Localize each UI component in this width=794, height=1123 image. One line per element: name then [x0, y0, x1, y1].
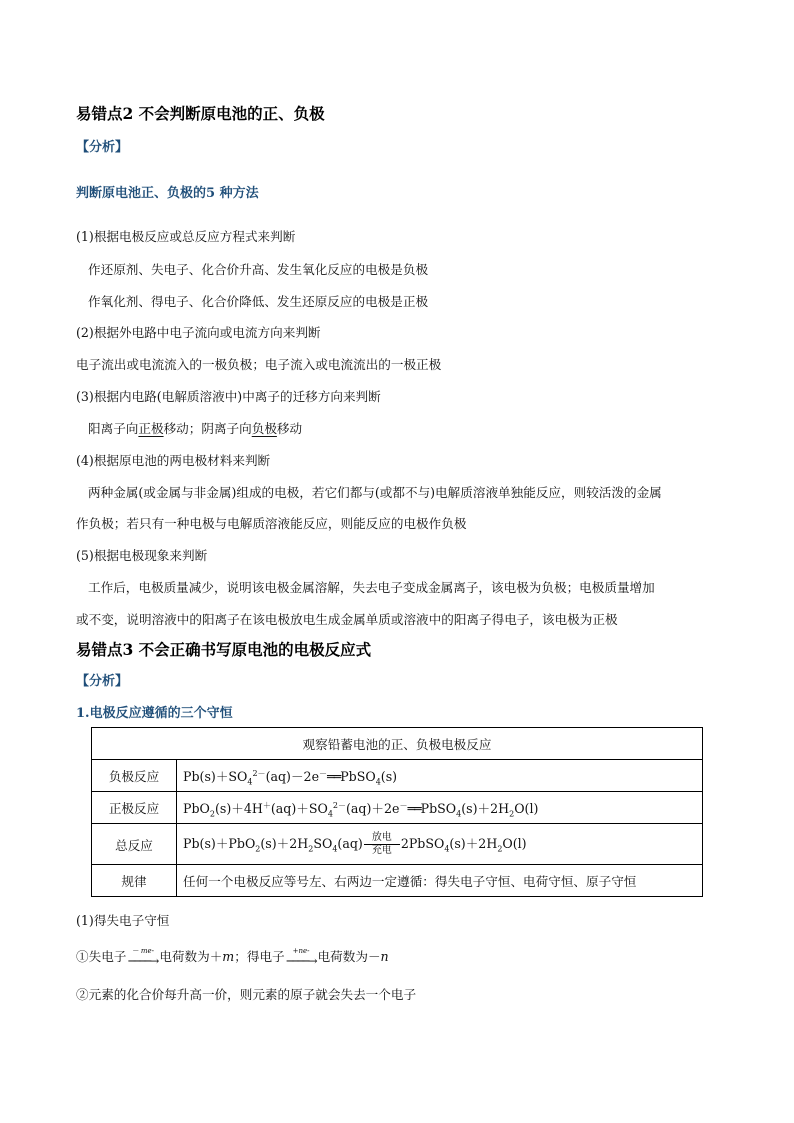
row-label-positive: 正极反应 [92, 792, 177, 824]
row-label-negative: 负极反应 [92, 760, 177, 792]
method2-heading: (2)根据外电路中电子流向或电流方向来判断 [76, 325, 321, 340]
method2-line1: 电子流出或电流流入的一极负极；电子流入或电流流出的一极正极 [76, 357, 442, 372]
rule-text: 任何一个电极反应等号左、右两边一定遵循：得失电子守恒、电荷守恒、原子守恒 [177, 865, 703, 897]
conservation1-heading: (1)得失电子守恒 [76, 913, 170, 928]
table-row [92, 760, 703, 792]
charge-plus-text: 电荷数为＋ [159, 949, 223, 964]
method4-line1: 两种金属(或金属与非金属)组成的电极，若它们都与(或都不与)电解质溶液单独能反应，则较活泼的金属 [88, 485, 662, 500]
charge-m: m [222, 949, 235, 964]
section3-title: 易错点3 不会正确书写原电池的电极反应式 [76, 640, 372, 659]
overall-reaction-equation: $Pb(s)+PbO_2(s)+2H_2SO_4(aq)$ 放电 充电 $2PbSO_4(s)+2H_2O(l)$ [177, 824, 703, 865]
row-label-overall: 总反应 [92, 824, 177, 865]
method1-line2: 作氧化剂、得电子、化合价降低、发生还原反应的电极是正极 [88, 294, 429, 309]
conservation1-line [76, 946, 389, 967]
lose-electron-text: ①失电子 [76, 949, 127, 964]
condition-charge: 充电 [371, 844, 392, 856]
conservation2-line: ②元素的化合价每升高一价，则元素的原子就会失去一个电子 [76, 987, 417, 1002]
condition-discharge: 放电 [371, 831, 392, 843]
right-arrow-icon: ────→ [286, 954, 316, 968]
positive-electrode-equation: $PbO_2(s)+4H^+(aq)+SO_4^{2-}(aq)+2e^-══PbSO_4(s)+2H_2O(l)$ [177, 792, 703, 824]
charge-minus-text: 电荷数为－ [317, 949, 381, 964]
charge-n: n [380, 949, 389, 964]
section2-tag: 【分析】 [76, 140, 129, 155]
method3-heading: (3)根据内电路(电解质溶液中)中离子的迁移方向来判断 [76, 389, 381, 404]
table-header: 观察铅蓄电池的正、负极电极反应 [92, 728, 703, 760]
method5-line2: 或不变，说明溶液中的阳离子在该电极放电生成金属单质或溶液中的阳离子得电子，该电极为正极 [76, 612, 618, 627]
gain-arrow-label: +ne- [292, 947, 310, 955]
gain-arrow [287, 948, 316, 967]
method4-heading: (4)根据原电池的两电极材料来判断 [76, 453, 271, 468]
method3-positive: 正极 [138, 421, 164, 436]
method4-line2: 作负极；若只有一种电极与电解质溶液能反应，则能反应的电极作负极 [76, 516, 467, 531]
gain-electron-text: ；得电子 [234, 949, 285, 964]
section3-tag: 【分析】 [76, 674, 129, 689]
table-row [92, 824, 703, 865]
lead-battery-table [91, 727, 703, 897]
section3-subtitle: 1.电极反应遵循的三个守恒 [76, 706, 233, 721]
section2-subtitle: 判断原电池正、负极的5 种方法 [76, 186, 259, 201]
row-label-rule: 规律 [92, 865, 177, 897]
table-row [92, 792, 703, 824]
method1-line1: 作还原剂、失电子、化合价升高、发生氧化反应的电极是负极 [88, 262, 429, 277]
reaction-condition [364, 833, 400, 856]
method3-negative: 负极 [251, 421, 277, 436]
method5-heading: (5)根据电极现象来判断 [76, 548, 208, 563]
method3-text-c: 移动；阴离子向 [163, 421, 252, 436]
method1-heading: (1)根据电极反应或总反应方程式来判断 [76, 229, 296, 244]
negative-electrode-equation: $Pb(s)+SO_4^{2-}(aq)-2e^-══PbSO_4(s)$ [177, 760, 703, 792]
method5-line1: 工作后，电极质量减少，说明该电极金属溶解，失去电子变成金属离子，该电极为负极；电极质量增加 [88, 580, 655, 595]
method3-text-e: 移动 [276, 421, 303, 436]
right-arrow-icon: ────→ [128, 954, 158, 968]
method3-text-a: 阳离子向 [88, 421, 139, 436]
lose-arrow [128, 948, 157, 967]
lose-arrow-label: － me- [131, 947, 155, 955]
section2-title: 易错点2 不会判断原电池的正、负极 [76, 104, 325, 123]
table-header-row [92, 728, 703, 760]
table-row [92, 865, 703, 897]
method3-line1 [88, 418, 302, 437]
